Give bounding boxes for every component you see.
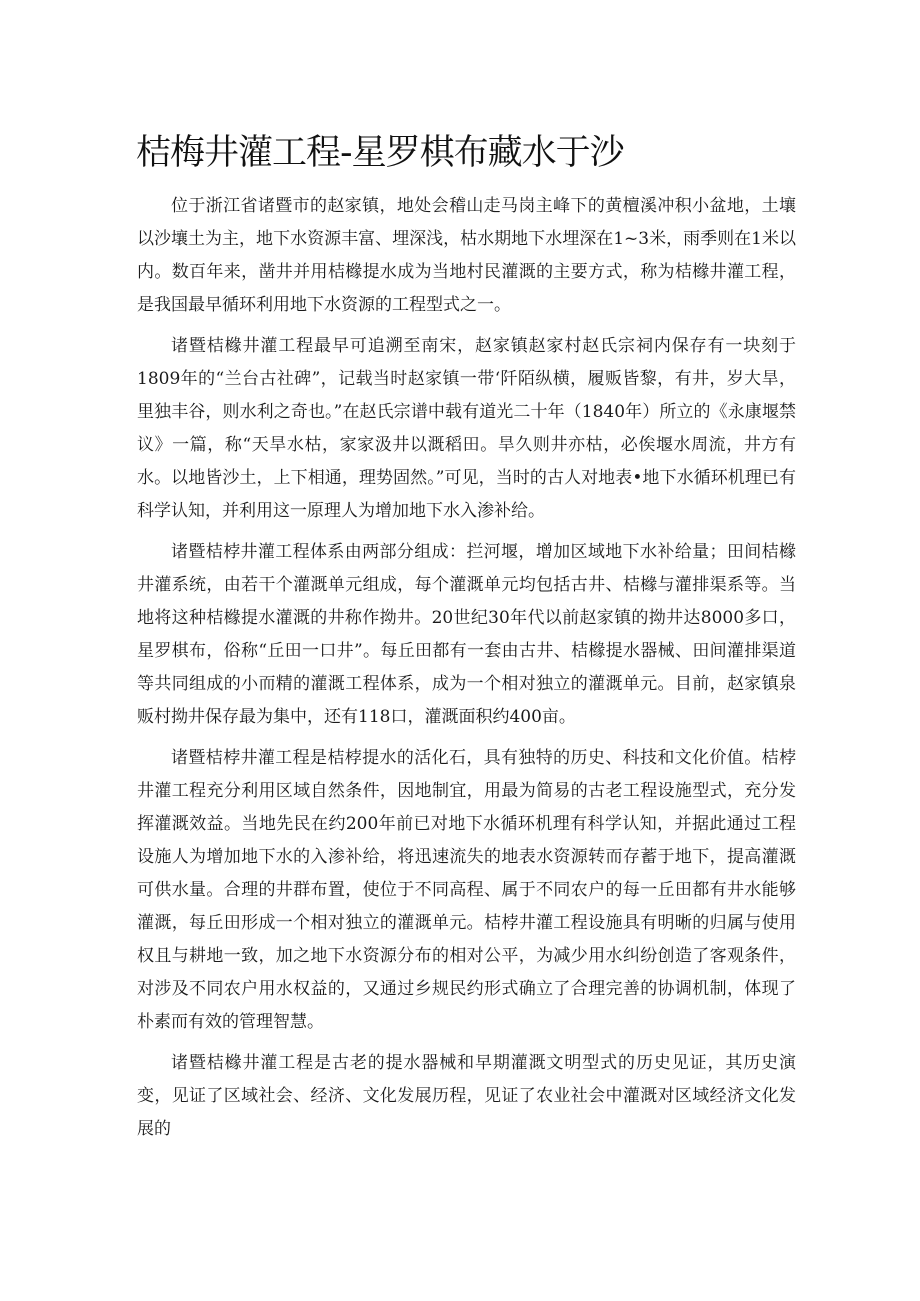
paragraph-history: 诸暨桔橼井灌工程最早可追溯至南宋，赵家镇赵家村赵氏宗祠内保存有一块刻于1809年的“兰台古社碑”，记载当时赵家镇一带‘阡陌纵横，履贩皆黎，有井，岁大旱，里独丰谷，则水利之奇也。”在赵氏宗谱中载有道光二十年（1840年）所立的《永康堰禁议》一篇，称“天旱水枯，家家汲井以溉稻田。旱久则井亦枯，必俟堰水周流，井方有水。以地皆沙土，上下相通，理势固然。”可见，当时的古人对地表•地下水循环机理已有科学认知，并利用这一原理人为增加地下水入渗补给。 (137, 336, 796, 521)
paragraph-witness: 诸暨桔橼井灌工程是古老的提水器械和早期灌溉文明型式的历史见证，其历史演变，见证了区域社会、经济、文化发展历程，见证了农业社会中灌溉对区域经济文化发展的 (137, 1053, 796, 1139)
paragraph-system: 诸暨桔桲井灌工程体系由两部分组成：拦河堰，增加区域地下水补给量；田间桔橼井灌系统，由若干个灌溉单元组成，每个灌溉单元均包括古井、桔橼与灌排渠系等。当地将这种桔橼提水灌溉的井称作拗井。20世纪30年代以前赵家镇的拗井达8000多口，星罗棋布，俗称“丘田一口井”。每丘田都有一套由古井、桔橼提水器械、田间灌排渠道等共同组成的小而精的灌溉工程体系，成为一个相对独立的灌溉单元。目前，赵家镇泉贩村拗井保存最为集中，还有118口，灌溉面积约400亩。 (137, 542, 796, 727)
document-title: 桔梅井灌工程-星罗棋布藏水于沙 (136, 133, 624, 173)
document-body (137, 190, 796, 1154)
paragraph-location: 位于浙江省诸暨市的赵家镇，地处会稽山走马岗主峰下的黄檀溪冲积小盆地，土壤以沙壤土为主，地下水资源丰富、埋深浅，枯水期地下水埋深在1~3米，雨季则在1米以内。数百年来，凿井并用桔橼提水成为当地村民灌溉的主要方式，称为桔橼井灌工程，是我国最早循环利用地下水资源的工程型式之一。 (137, 196, 796, 315)
paragraph-value: 诸暨桔桲井灌工程是桔桲提水的活化石，具有独特的历史、科技和文化价值。桔桲井灌工程充分利用区域自然条件，因地制宜，用最为简易的古老工程设施型式，充分发挥灌溉效益。当地先民在约200年前已对地下水循环机理有科学认知，并据此通过工程设施人为增加地下水的入渗补给，将迅速流失的地表水资源转而存蓄于地下，提高灌溉可供水量。合理的井群布置，使位于不同高程、属于不同农户的每一丘田都有井水能够灌溉，每丘田形成一个相对独立的灌溉单元。桔桲井灌工程设施具有明晰的归属与使用权且与耕地一致，加之地下水资源分布的相对公平，为减少用水纠纷创造了客观条件，对涉及不同农户用水权益的，又通过乡规民约形式确立了合理完善的协调机制，体现了朴素而有效的管理智慧。 (137, 748, 796, 1032)
